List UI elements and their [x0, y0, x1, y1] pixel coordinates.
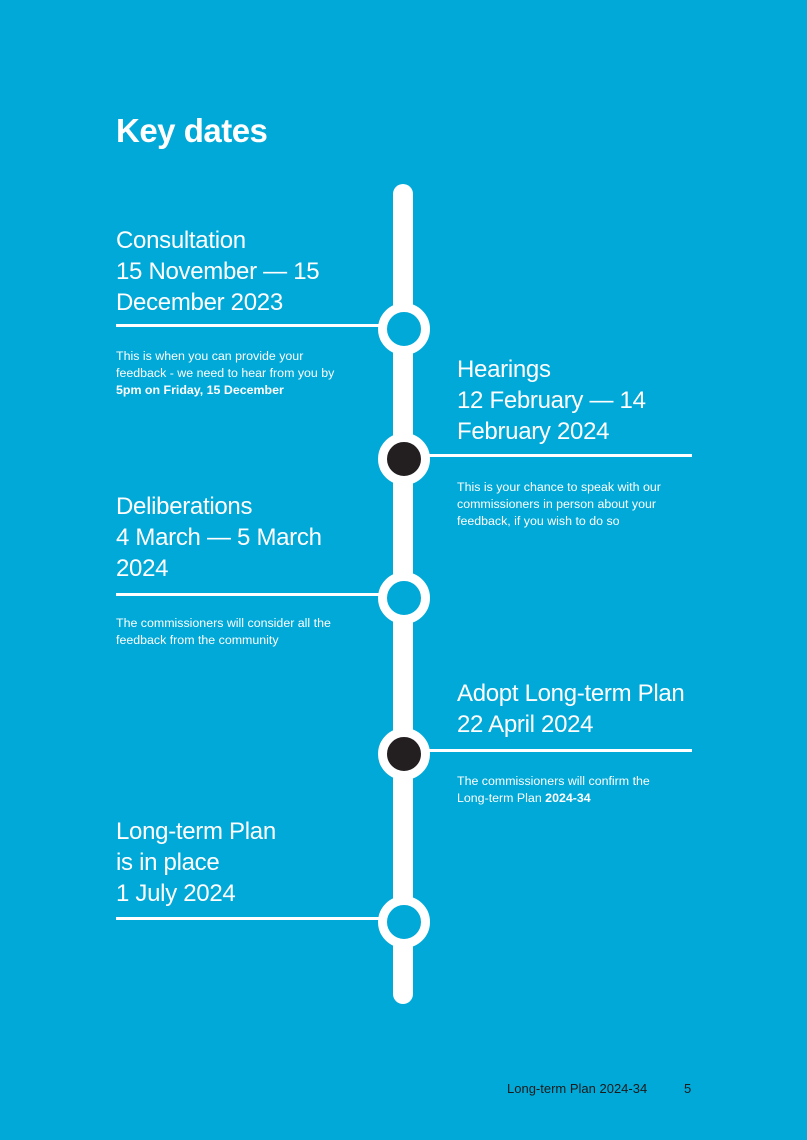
page-title: Key dates [116, 112, 268, 149]
footer-page-number: 5 [684, 1081, 692, 1096]
event-heading-line: 15 November — 15 [116, 258, 320, 285]
footer-doc-title: Long-term Plan 2024-34 [507, 1081, 648, 1096]
event-description-consultation [116, 348, 352, 399]
event-heading-line: 1 July 2024 [116, 880, 236, 907]
timeline-marker-open [378, 896, 430, 948]
event-heading-line: 22 April 2024 [457, 711, 594, 738]
event-description-text: This is your chance to speak with our commissioners in person about your feedback, if you wish to do so [457, 480, 661, 528]
event-rule-deliberations [116, 593, 398, 596]
event-heading-adopt [457, 678, 684, 740]
event-description-text: The commissioners will confirm the Long-term Plan [457, 774, 650, 805]
event-description-bold: 5pm on Friday, 15 December [116, 383, 284, 397]
event-heading-line: 4 March — 5 March [116, 524, 322, 551]
event-heading-line: Adopt Long-term Plan [457, 680, 685, 707]
event-rule-adopt [408, 749, 692, 752]
event-heading-line: 2024 [116, 555, 169, 582]
event-heading-line: Deliberations [116, 493, 253, 520]
event-heading-line: 12 February — 14 [457, 387, 646, 414]
event-heading-line: is in place [116, 849, 220, 876]
event-heading-line: Hearings [457, 356, 551, 383]
event-heading-deliberations [116, 491, 322, 584]
event-description-text: This is when you can provide your feedback - we need to hear from you by [116, 349, 335, 380]
timeline-marker-filled [378, 728, 430, 780]
event-description-deliberations [116, 615, 331, 649]
timeline-marker-open [378, 303, 430, 355]
event-heading-line: February 2024 [457, 418, 610, 445]
event-description-bold: 2024-34 [545, 791, 591, 805]
event-heading-line: Long-term Plan [116, 818, 276, 845]
event-rule-consultation [116, 324, 398, 327]
event-heading-hearings [457, 354, 646, 447]
event-rule-in-place [116, 917, 398, 920]
event-heading-line: Consultation [116, 227, 246, 254]
event-description-hearings [457, 479, 687, 530]
event-description-adopt [457, 773, 672, 807]
timeline-marker-filled [378, 433, 430, 485]
timeline-marker-open [378, 572, 430, 624]
event-rule-hearings [408, 454, 692, 457]
event-heading-consultation [116, 225, 319, 318]
event-heading-in-place [116, 816, 276, 909]
event-description-text: The commissioners will consider all the feedback from the community [116, 616, 331, 647]
event-heading-line: December 2023 [116, 289, 283, 316]
